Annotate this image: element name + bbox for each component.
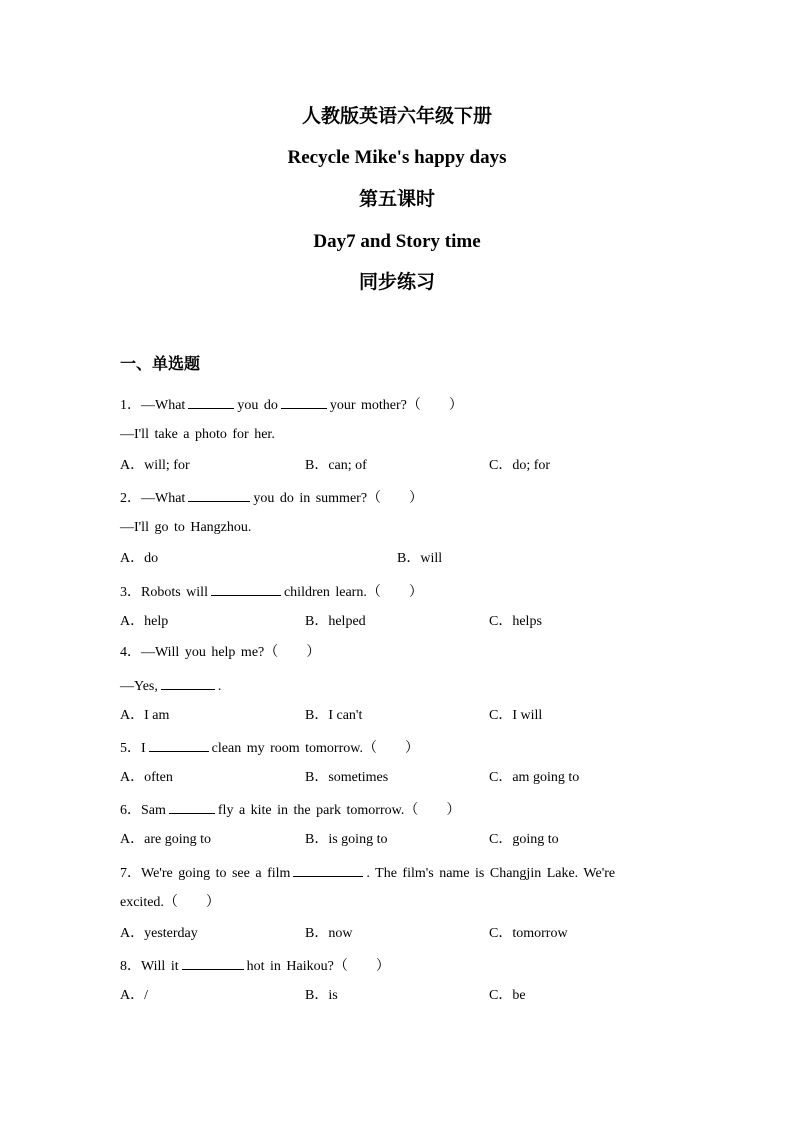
answer-blank: [182, 955, 244, 970]
question-1-response: —I'll take a photo for her.: [120, 427, 275, 442]
question-7: 7．We're going to see a film . The film's name is Changjin Lake. We're: [120, 862, 615, 884]
option-a: A．are going to: [120, 832, 211, 847]
option-c: C．tomorrow: [489, 926, 568, 941]
option-c: C．do; for: [489, 458, 551, 473]
question-8: 8．Will it hot in Haikou?（ ）: [120, 955, 390, 977]
answer-blank: [188, 394, 234, 409]
lesson-subtitle: Day7 and Story time: [313, 231, 481, 252]
lesson-number: 第五课时: [358, 189, 435, 210]
question-4-response: —Yes, .: [120, 675, 221, 697]
option-a: A．do: [120, 551, 159, 566]
section-heading: 一、单选题: [120, 356, 201, 373]
option-c: C．going to: [489, 832, 559, 847]
option-c: C．I will: [489, 708, 543, 723]
option-b: B．will: [397, 551, 443, 566]
option-b: B．sometimes: [305, 770, 389, 785]
option-b: B．can; of: [305, 458, 367, 473]
option-b: B．is going to: [305, 832, 388, 847]
option-a: A．I am: [120, 708, 170, 723]
title-english: Recycle Mike's happy days: [287, 147, 507, 168]
option-b: B．I can't: [305, 708, 363, 723]
option-c: C．am going to: [489, 770, 580, 785]
answer-blank: [293, 862, 363, 877]
answer-blank: [188, 487, 250, 502]
question-2-response: —I'll go to Hangzhou.: [120, 520, 252, 535]
option-a: A．will; for: [120, 458, 190, 473]
question-4: 4．—Will you help me?（ ）: [120, 645, 321, 660]
option-a: A．yesterday: [120, 926, 198, 941]
question-1: 1．—What you do your mother?（ ）: [120, 394, 463, 416]
option-a: A．help: [120, 614, 169, 629]
answer-blank: [211, 581, 281, 596]
option-b: B．helped: [305, 614, 366, 629]
question-2: 2．—What you do in summer?（ ）: [120, 487, 423, 509]
option-c: C．helps: [489, 614, 542, 629]
answer-blank: [161, 675, 215, 690]
option-b: B．is: [305, 988, 338, 1003]
option-c: C．be: [489, 988, 526, 1003]
answer-blank: [149, 737, 209, 752]
question-3: 3．Robots will children learn.（ ）: [120, 581, 423, 603]
title-chinese: 人教版英语六年级下册: [301, 106, 492, 127]
question-6: 6．Sam fly a kite in the park tomorrow.（ ）: [120, 799, 460, 821]
answer-blank: [281, 394, 327, 409]
question-7-continuation: excited.（ ）: [120, 895, 220, 910]
option-b: B．now: [305, 926, 353, 941]
question-5: 5．I clean my room tomorrow.（ ）: [120, 737, 419, 759]
option-a: A．/: [120, 988, 148, 1003]
practice-label: 同步练习: [358, 272, 435, 293]
answer-blank: [169, 799, 215, 814]
option-a: A．often: [120, 770, 173, 785]
